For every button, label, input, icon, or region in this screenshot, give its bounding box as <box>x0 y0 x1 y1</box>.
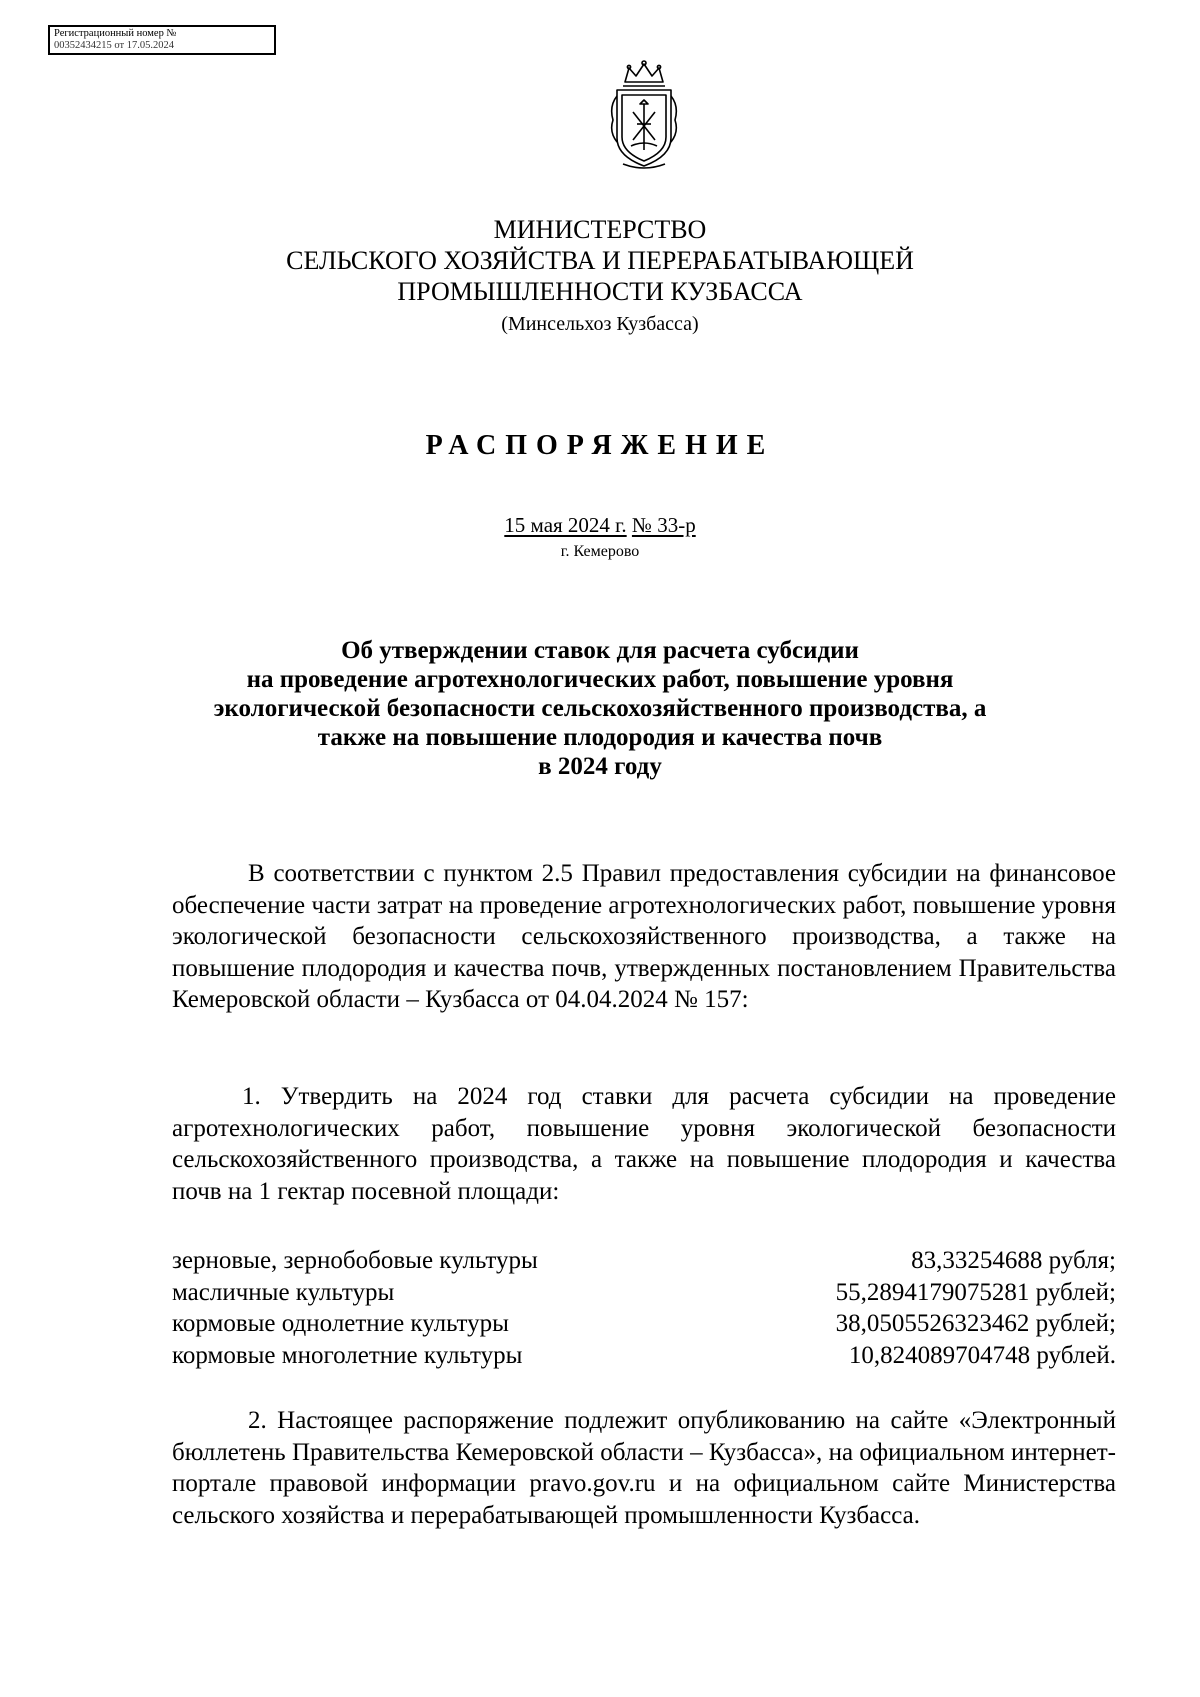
subject-line-5: в 2024 году <box>538 753 662 780</box>
rate-row <box>172 1277 1116 1309</box>
registration-number: 00352434215 от 17.05.2024 <box>54 40 174 51</box>
rates-list <box>172 1245 1116 1371</box>
ministry-short-name: (Минсельхоз Кузбасса) <box>501 313 699 335</box>
rate-row <box>172 1308 1116 1340</box>
subject-line-3: экологической безопасности сельскохозяйственного производства, а <box>213 695 987 722</box>
ministry-line-2: СЕЛЬСКОГО ХОЗЯЙСТВА И ПЕРЕРАБАТЫВАЮЩЕЙ <box>286 246 914 275</box>
document-subject <box>0 636 1200 781</box>
item-2-paragraph: 2. Настоящее распоряжение подлежит опубликованию на сайте «Электронный бюллетень Правительства Кемеровской области – Кузбасса», на официальном интернет-портале правовой информации pravo.gov.ru и на официальном сайте Министерства сельского хозяйства и перерабатывающей промышленности Кузбасса. <box>172 1407 1116 1529</box>
document-number: № 33-р <box>631 513 696 537</box>
rate-value: 83,33254688 рубля; <box>911 1247 1116 1274</box>
subject-line-4: также на повышение плодородия и качества почв <box>317 724 883 751</box>
coat-of-arms-icon <box>605 60 683 172</box>
document-date: 15 мая 2024 г. <box>504 513 627 537</box>
rate-value: 38,0505526323462 рублей; <box>835 1310 1116 1337</box>
document-date-number <box>0 513 1200 538</box>
registration-label: Регистрационный номер № <box>54 28 177 39</box>
rate-crop: зерновые, зернобобовые культуры <box>172 1247 538 1274</box>
ministry-line-1: МИНИСТЕРСТВО <box>493 215 707 244</box>
rate-value: 10,824089704748 рублей. <box>848 1341 1116 1369</box>
registration-stamp <box>48 25 276 55</box>
rate-crop: кормовые многолетние культуры <box>172 1341 523 1369</box>
document-type-title: РАСПОРЯЖЕНИЕ <box>425 430 775 461</box>
rate-crop: масличные культуры <box>172 1278 395 1306</box>
preamble-paragraph: В соответствии с пунктом 2.5 Правил предоставления субсидии на финансовое обеспечение части затрат на проведение агротехнологических работ, повышение уровня экологической безопасности сельскохозяйственного производства, а также на повышение плодородия и качества почв, утвержденных постановлением Правительства Кемеровской области – Кузбасса от 04.04.2024 № 157: <box>172 860 1116 1013</box>
subject-line-1: Об утверждении ставок для расчета субсидии <box>341 637 859 664</box>
rate-crop: кормовые однолетние культуры <box>172 1310 509 1337</box>
item-1-paragraph: 1. Утвердить на 2024 год ставки для расчета субсидии на проведение агротехнологических работ, повышение уровня экологической безопасности сельскохозяйственного производства, а также на повышение плодородия и качества почв на 1 гектар посевной площади: <box>172 1083 1116 1205</box>
ministry-line-3: ПРОМЫШЛЕННОСТИ КУЗБАССА <box>397 277 803 306</box>
document-city: г. Кемерово <box>560 543 640 560</box>
rate-row <box>172 1340 1116 1372</box>
ministry-header <box>0 214 1200 338</box>
rate-value: 55,2894179075281 рублей; <box>835 1278 1116 1306</box>
subject-line-2: на проведение агротехнологических работ, повышение уровня <box>246 666 954 693</box>
rate-row <box>172 1245 1116 1277</box>
